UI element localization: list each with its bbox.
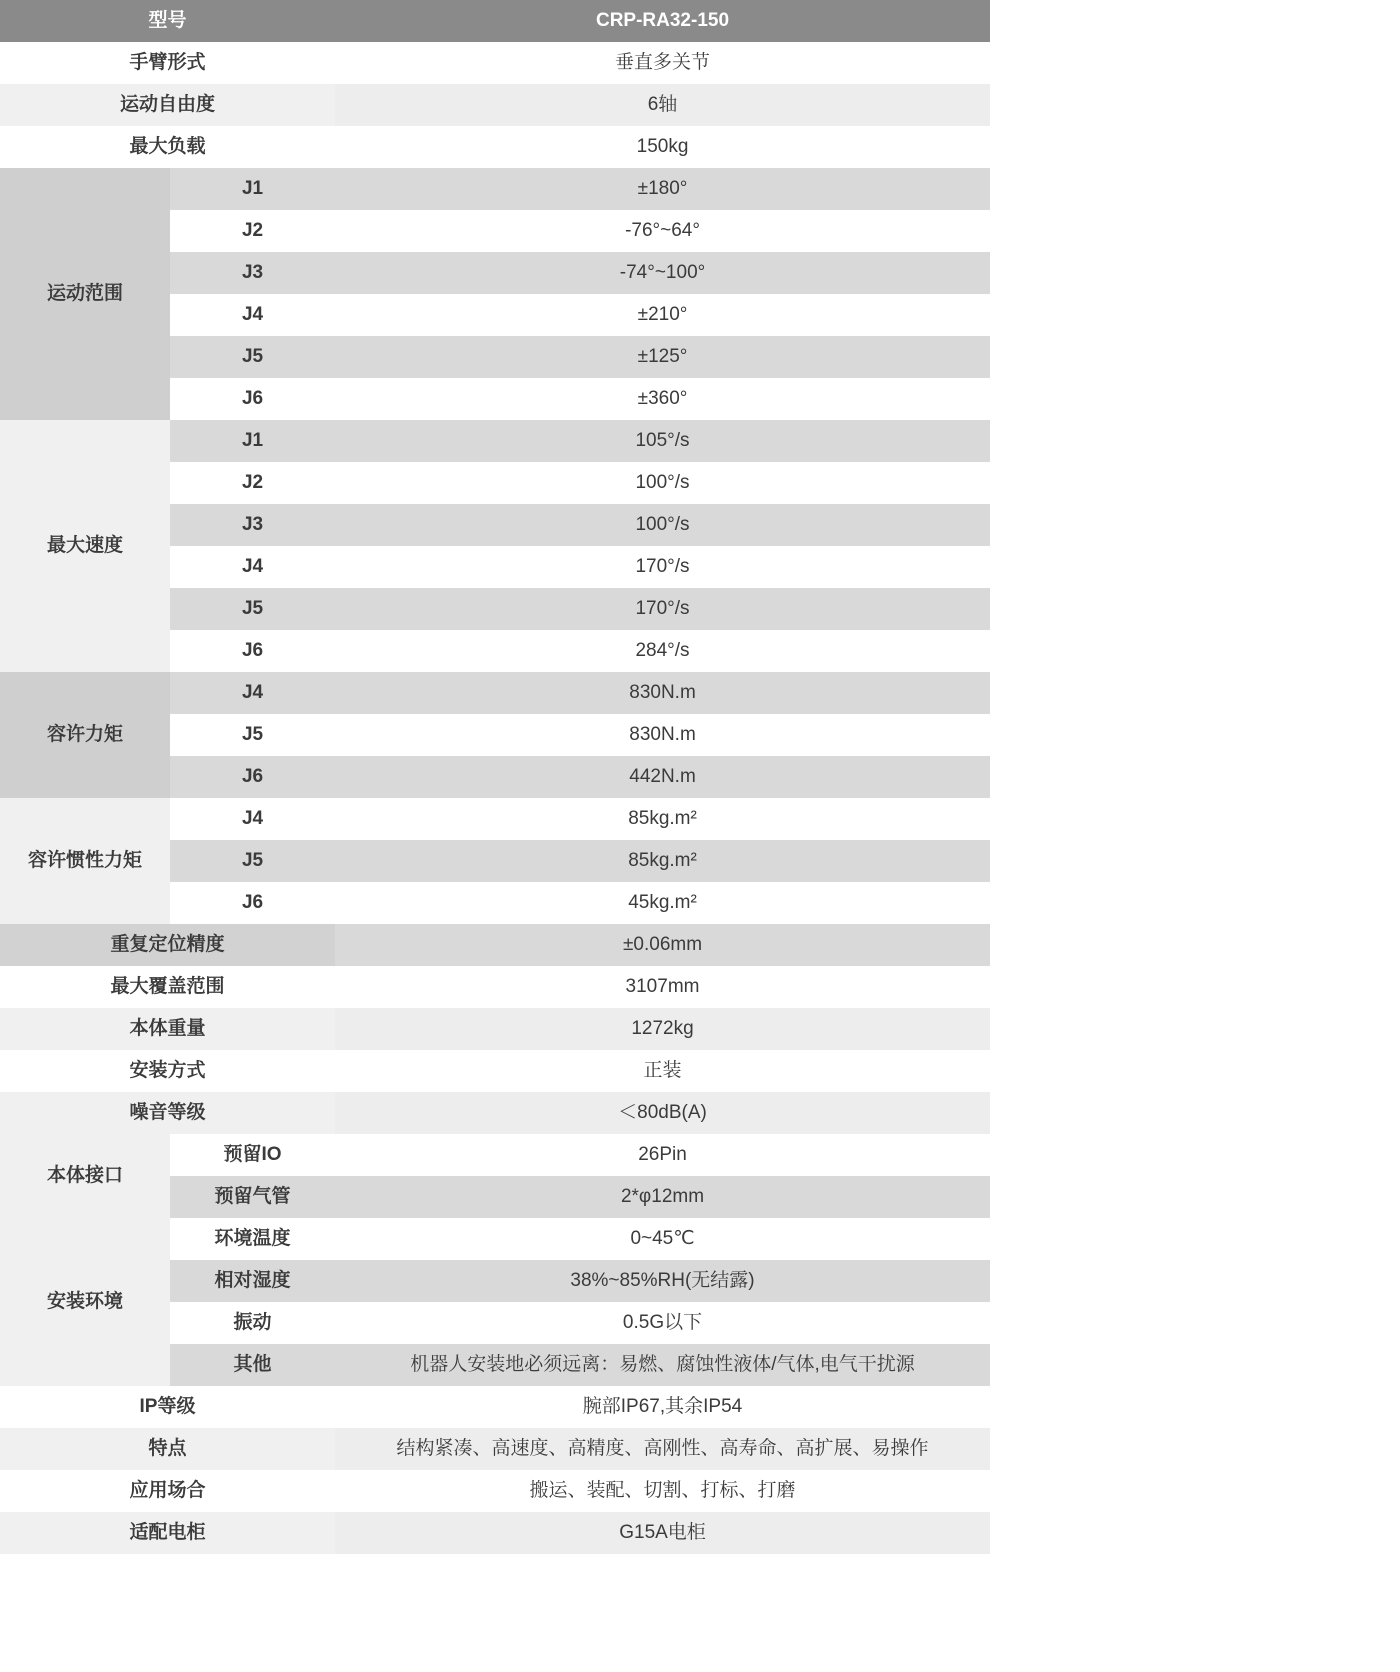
axis-label: J4	[170, 294, 335, 336]
row-value-cabinet: G15A电柜	[335, 1512, 990, 1554]
axis-value: 85kg.m²	[335, 798, 990, 840]
spacer-cell	[990, 1344, 1400, 1386]
axis-value: ±210°	[335, 294, 990, 336]
row-label-cabinet: 适配电柜	[0, 1512, 335, 1554]
row-label-applications: 应用场合	[0, 1470, 335, 1512]
row-value-weight: 1272kg	[335, 1008, 990, 1050]
axis-label: J2	[170, 210, 335, 252]
row-label-mounting: 安装方式	[0, 1050, 335, 1092]
group-label-allowable-inertia: 容许惯性力矩	[0, 798, 170, 924]
table-row	[0, 126, 1400, 168]
interface-label: 预留气管	[170, 1176, 335, 1218]
table-row	[0, 210, 1400, 252]
group-label-body-interface: 本体接口	[0, 1134, 170, 1218]
group-label-environment: 安装环境	[0, 1218, 170, 1386]
group-label-max-speed: 最大速度	[0, 420, 170, 672]
spacer-cell	[990, 882, 1400, 924]
spacer-cell	[990, 1050, 1400, 1092]
table-row	[0, 1176, 1400, 1218]
spacer-cell	[990, 504, 1400, 546]
row-value-features: 结构紧凑、高速度、高精度、高刚性、高寿命、高扩展、易操作	[335, 1428, 990, 1470]
table-row	[0, 252, 1400, 294]
axis-value: 442N.m	[335, 756, 990, 798]
environment-value: 机器人安装地必须远离：易燃、腐蚀性液体/气体,电气干扰源	[335, 1344, 990, 1386]
table-row	[0, 1218, 1400, 1260]
axis-value: 100°/s	[335, 504, 990, 546]
table-row	[0, 1260, 1400, 1302]
row-label-arm-type: 手臂形式	[0, 42, 335, 84]
axis-value: 45kg.m²	[335, 882, 990, 924]
table-row	[0, 714, 1400, 756]
table-row	[0, 462, 1400, 504]
table-row	[0, 1428, 1400, 1470]
row-value-noise: ＜80dB(A)	[335, 1092, 990, 1134]
row-value-repeatability: ±0.06mm	[335, 924, 990, 966]
spacer-cell	[990, 1260, 1400, 1302]
row-value-mounting: 正装	[335, 1050, 990, 1092]
table-row	[0, 1302, 1400, 1344]
row-value-arm-type: 垂直多关节	[335, 42, 990, 84]
table-row	[0, 756, 1400, 798]
row-label-weight: 本体重量	[0, 1008, 335, 1050]
spacer-cell	[990, 168, 1400, 210]
spacer-cell	[990, 1302, 1400, 1344]
environment-label: 振动	[170, 1302, 335, 1344]
table-row	[0, 588, 1400, 630]
axis-label: J5	[170, 714, 335, 756]
row-value-applications: 搬运、装配、切割、打标、打磨	[335, 1470, 990, 1512]
spacer-cell	[990, 126, 1400, 168]
table-row	[0, 420, 1400, 462]
table-row	[0, 336, 1400, 378]
row-value-max-reach: 3107mm	[335, 966, 990, 1008]
spacer-cell	[990, 462, 1400, 504]
axis-label: J4	[170, 672, 335, 714]
axis-value: 100°/s	[335, 462, 990, 504]
axis-label: J6	[170, 882, 335, 924]
table-row	[0, 504, 1400, 546]
spacer-cell	[990, 672, 1400, 714]
environment-value: 38%~85%RH(无结露)	[335, 1260, 990, 1302]
spacer-cell	[990, 840, 1400, 882]
axis-label: J3	[170, 252, 335, 294]
table-row	[0, 1386, 1400, 1428]
spacer-cell	[990, 588, 1400, 630]
table-row	[0, 378, 1400, 420]
header-label: 型号	[0, 0, 335, 42]
row-label-ip-rating: IP等级	[0, 1386, 335, 1428]
spacer-cell	[990, 1512, 1400, 1554]
table-row	[0, 966, 1400, 1008]
axis-value: 170°/s	[335, 588, 990, 630]
interface-value: 26Pin	[335, 1134, 990, 1176]
table-row	[0, 882, 1400, 924]
spacer-cell	[990, 294, 1400, 336]
axis-value: 170°/s	[335, 546, 990, 588]
axis-label: J6	[170, 378, 335, 420]
row-label-max-payload: 最大负载	[0, 126, 335, 168]
axis-label: J5	[170, 588, 335, 630]
spacer-cell	[990, 1176, 1400, 1218]
table-row	[0, 546, 1400, 588]
spacer-cell	[990, 1218, 1400, 1260]
table-row	[0, 840, 1400, 882]
spacer-cell	[990, 84, 1400, 126]
axis-label: J4	[170, 546, 335, 588]
axis-label: J3	[170, 504, 335, 546]
spacer-cell	[990, 1428, 1400, 1470]
row-value-dof: 6轴	[335, 84, 990, 126]
interface-value: 2*φ12mm	[335, 1176, 990, 1218]
table-row	[0, 1092, 1400, 1134]
row-label-features: 特点	[0, 1428, 335, 1470]
table-row	[0, 84, 1400, 126]
table-row	[0, 924, 1400, 966]
spacer-cell	[990, 420, 1400, 462]
spacer-cell	[990, 252, 1400, 294]
spacer-cell	[990, 1386, 1400, 1428]
row-label-dof: 运动自由度	[0, 84, 335, 126]
row-label-repeatability: 重复定位精度	[0, 924, 335, 966]
environment-label: 其他	[170, 1344, 335, 1386]
axis-value: 830N.m	[335, 714, 990, 756]
row-label-noise: 噪音等级	[0, 1092, 335, 1134]
table-row	[0, 1050, 1400, 1092]
spacer-cell	[990, 546, 1400, 588]
spacer-cell	[990, 966, 1400, 1008]
interface-label: 预留IO	[170, 1134, 335, 1176]
spacer-cell	[990, 0, 1400, 42]
spacer-cell	[990, 798, 1400, 840]
axis-value: ±180°	[335, 168, 990, 210]
axis-label: J5	[170, 336, 335, 378]
group-label-allowable-torque: 容许力矩	[0, 672, 170, 798]
axis-label: J6	[170, 756, 335, 798]
table-row	[0, 1134, 1400, 1176]
environment-label: 环境温度	[170, 1218, 335, 1260]
spacer-cell	[990, 1092, 1400, 1134]
table-row	[0, 672, 1400, 714]
table-row	[0, 630, 1400, 672]
environment-value: 0~45℃	[335, 1218, 990, 1260]
table-row	[0, 1512, 1400, 1554]
spacer-cell	[990, 630, 1400, 672]
table-row	[0, 1008, 1400, 1050]
axis-label: J4	[170, 798, 335, 840]
spacer-cell	[990, 714, 1400, 756]
table-row	[0, 168, 1400, 210]
row-label-max-reach: 最大覆盖范围	[0, 966, 335, 1008]
environment-label: 相对湿度	[170, 1260, 335, 1302]
axis-label: J1	[170, 420, 335, 462]
table-row	[0, 1470, 1400, 1512]
spacer-cell	[990, 42, 1400, 84]
environment-value: 0.5G以下	[335, 1302, 990, 1344]
axis-label: J1	[170, 168, 335, 210]
spacer-cell	[990, 1008, 1400, 1050]
group-label-motion-range: 运动范围	[0, 168, 170, 420]
row-value-max-payload: 150kg	[335, 126, 990, 168]
header-model: CRP-RA32-150	[335, 0, 990, 42]
spacer-cell	[990, 756, 1400, 798]
table-row	[0, 798, 1400, 840]
axis-label: J6	[170, 630, 335, 672]
row-value-ip-rating: 腕部IP67,其余IP54	[335, 1386, 990, 1428]
axis-value: 284°/s	[335, 630, 990, 672]
axis-value: -74°~100°	[335, 252, 990, 294]
table-row	[0, 42, 1400, 84]
spacer-cell	[990, 1470, 1400, 1512]
axis-value: 105°/s	[335, 420, 990, 462]
axis-value: 85kg.m²	[335, 840, 990, 882]
axis-value: ±360°	[335, 378, 990, 420]
axis-label: J5	[170, 840, 335, 882]
spacer-cell	[990, 1134, 1400, 1176]
spacer-cell	[990, 924, 1400, 966]
axis-value: 830N.m	[335, 672, 990, 714]
axis-value: -76°~64°	[335, 210, 990, 252]
table-row	[0, 1344, 1400, 1386]
spacer-cell	[990, 378, 1400, 420]
table-row	[0, 294, 1400, 336]
axis-value: ±125°	[335, 336, 990, 378]
axis-label: J2	[170, 462, 335, 504]
spacer-cell	[990, 210, 1400, 252]
spacer-cell	[990, 336, 1400, 378]
table-header-row	[0, 0, 1400, 42]
